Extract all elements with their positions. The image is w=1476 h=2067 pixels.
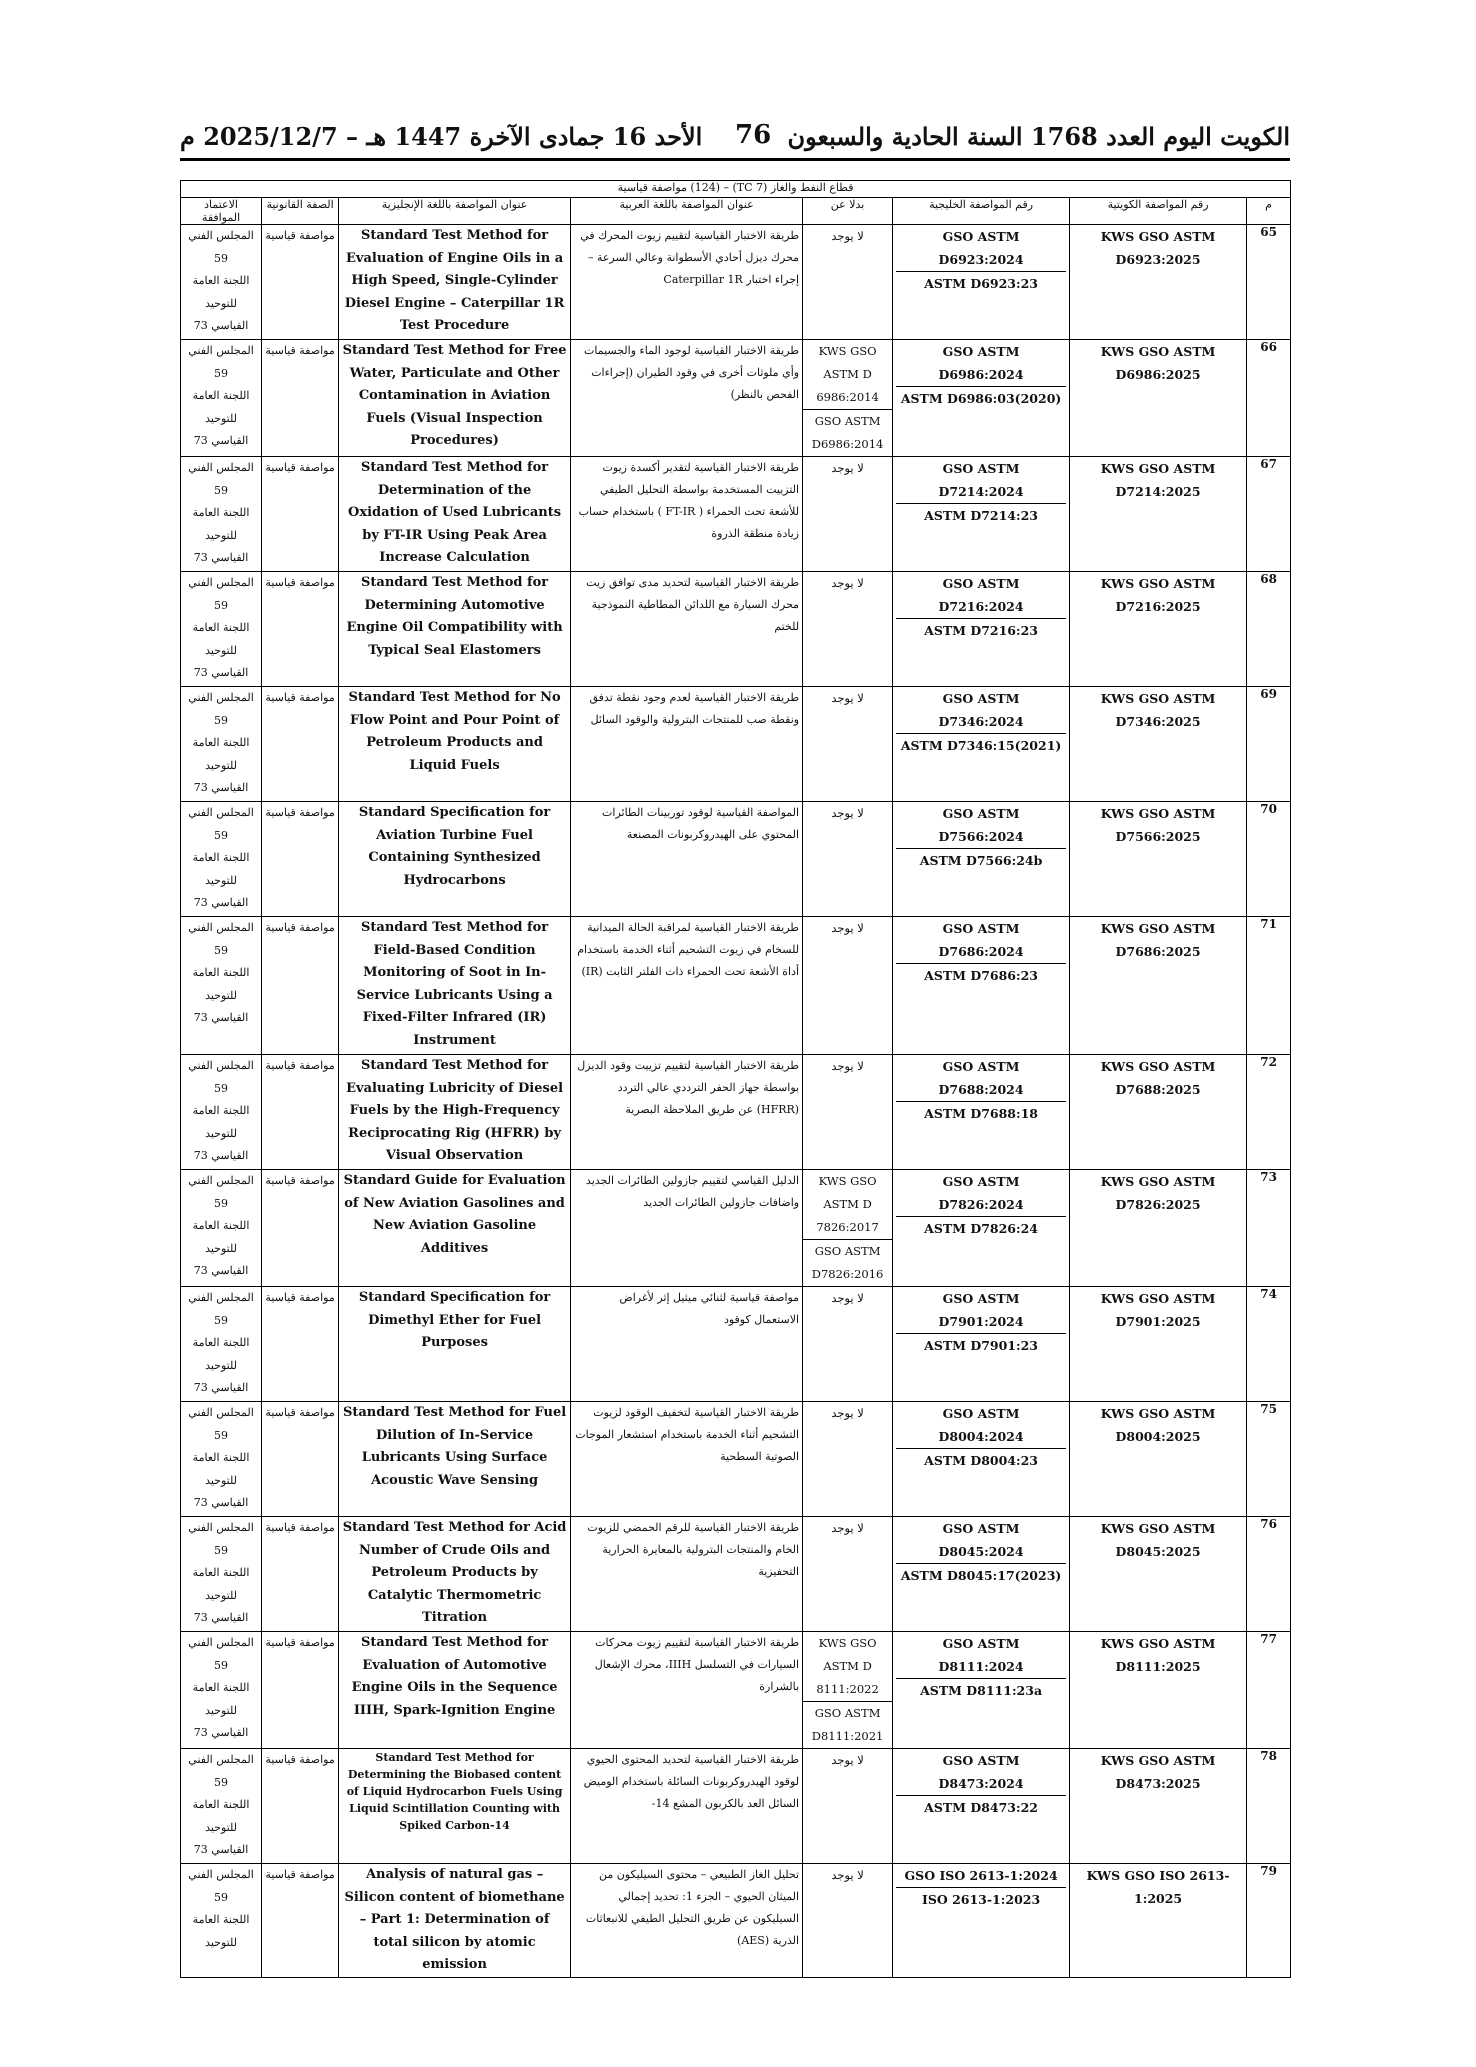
astm-number: ASTM D8111:23a (896, 1678, 1066, 1702)
approval (181, 340, 262, 457)
table-row (181, 1864, 1291, 1978)
english-title: Standard Test Method for Field-Based Condition Monitoring of Soot in In-Service Lubricants Using a Fixed-Filter Infrared (IR) Instrument (339, 917, 571, 1055)
legal-status: مواصفة قياسية (262, 1170, 339, 1287)
approval-line: المجلس الفني (188, 576, 254, 589)
approval-line: اللجنة العامة (192, 966, 250, 979)
approval-line: المجلس الفني (188, 1174, 254, 1187)
english-title: Analysis of natural gas – Silicon content of biomethane – Part 1: Determination of total silicon by atomic emission (339, 1864, 571, 1978)
gso-number: GSO ASTM D7214:2024 (938, 461, 1024, 499)
legal-status: مواصفة قياسية (262, 917, 339, 1055)
approval (181, 1055, 262, 1170)
table-row (181, 457, 1291, 572)
approval-line: للتوحيد (205, 1935, 237, 1949)
arabic-title: تحليل الغاز الطبيعي – محتوى السيليكون من الميثان الحيوي – الجزء 1: تحديد إجمالي السيليكون عن طريق التحليل الطيفي للانبعاثات الذرية (AES) (571, 1864, 803, 1978)
instead-value: لا يوجد (831, 691, 864, 705)
approval-line: 59 (214, 1543, 229, 1557)
kws-number: KWS GSO ASTM D7826:2025 (1070, 1170, 1247, 1287)
approval-line: 59 (214, 1775, 229, 1789)
gso-cell (893, 340, 1070, 457)
approval-line: المجلس الفني (188, 1059, 254, 1072)
col-kws: رقم المواصفة الكويتية (1070, 198, 1247, 225)
kws-number: KWS GSO ASTM D8004:2025 (1070, 1402, 1247, 1517)
approval (181, 917, 262, 1055)
approval-line: المجلس الفني (188, 1521, 254, 1534)
instead-gso: GSO ASTM D6986:2014 (803, 409, 892, 456)
kws-number: KWS GSO ASTM D7566:2025 (1070, 802, 1247, 917)
arabic-title: المواصفة القياسية لوقود توربينات الطائرات المحتوي على الهيدروكربونات المصنعة (571, 802, 803, 917)
row-number: 65 (1247, 225, 1291, 340)
gso-cell (893, 457, 1070, 572)
instead-value: لا يوجد (831, 461, 864, 475)
approval-line: المجلس الفني (188, 461, 254, 474)
approval-line: اللجنة العامة (192, 274, 250, 287)
approval (181, 225, 262, 340)
approval-line: اللجنة العامة (192, 1798, 250, 1811)
legal-status: مواصفة قياسية (262, 340, 339, 457)
instead-value: لا يوجد (831, 1521, 864, 1535)
approval-line: اللجنة العامة (192, 506, 250, 519)
arabic-title: طريقة الاختبار القياسية لتخفيف الوقود لزيوت التشحيم أثناء الخدمة باستخدام استشعار الموجات الصوتية السطحية (571, 1402, 803, 1517)
arabic-title: طريقة الاختبار القياسية لتقييم تزييت وقود الديزل بواسطة جهاز الحفر الترددي عالي التردد (HFRR) عن طريق الملاحظة البصرية (571, 1055, 803, 1170)
astm-number: ASTM D7901:23 (896, 1333, 1066, 1357)
approval-line: اللجنة العامة (192, 1219, 250, 1232)
gso-cell (893, 1287, 1070, 1402)
col-num: م (1247, 198, 1291, 225)
gso-cell (893, 572, 1070, 687)
kws-number: KWS GSO ASTM D6986:2025 (1070, 340, 1247, 457)
instead-value: لا يوجد (831, 1406, 864, 1420)
gso-cell (893, 1402, 1070, 1517)
approval-line: للتوحيد (205, 1820, 237, 1834)
arabic-title: الدليل القياسي لتقييم جازولين الطائرات الجديد واضافات جازولين الطائرات الجديد (571, 1170, 803, 1287)
approval-line: اللجنة العامة (192, 851, 250, 864)
approval (181, 1749, 262, 1864)
approval-line: 59 (214, 1890, 229, 1904)
table-caption: قطاع النفط والغاز (TC 7) – (124) مواصفة قياسية (181, 181, 1291, 198)
table-row (181, 1287, 1291, 1402)
table-row (181, 687, 1291, 802)
english-title: Standard Test Method for Determining the Biobased content of Liquid Hydrocarbon Fuels Using Liquid Scintillation Counting with Spiked Carbon-14 (339, 1749, 571, 1864)
astm-number: ASTM D7214:23 (896, 503, 1066, 527)
approval-line: 59 (214, 483, 229, 497)
gso-number: GSO ISO 2613-1:2024 (904, 1868, 1058, 1883)
approval-line: اللجنة العامة (192, 1451, 250, 1464)
legal-status: مواصفة قياسية (262, 1749, 339, 1864)
legal-status: مواصفة قياسية (262, 457, 339, 572)
instead-cell (803, 1402, 893, 1517)
approval-line: للتوحيد (205, 988, 237, 1002)
english-title: Standard Test Method for No Flow Point and Pour Point of Petroleum Products and Liquid Fuels (339, 687, 571, 802)
astm-number: ASTM D7216:23 (896, 618, 1066, 642)
instead-cell (803, 1864, 893, 1978)
approval-line: 59 (214, 943, 229, 957)
approval-line: 59 (214, 713, 229, 727)
table-row (181, 1632, 1291, 1749)
kws-number: KWS GSO ASTM D7214:2025 (1070, 457, 1247, 572)
instead-cell (803, 340, 893, 457)
approval-line: المجلس الفني (188, 1406, 254, 1419)
astm-number: ASTM D7826:24 (896, 1216, 1066, 1240)
arabic-title: طريقة الاختبار القياسية لتقييم زيوت محركات السيارات في التسلسل IIIH، محرك الإشعال بالشرارة (571, 1632, 803, 1749)
approval-line: القياسي 73 (193, 551, 249, 564)
instead-cell (803, 1287, 893, 1402)
gso-number: GSO ASTM D7686:2024 (938, 921, 1024, 959)
instead-cell (803, 687, 893, 802)
instead-kws: KWS GSO ASTM D 6986:2014 (816, 344, 879, 404)
approval (181, 1517, 262, 1632)
arabic-title: طريقة الاختبار القياسية لعدم وجود نقطة تدفق ونقطة صب للمنتجات البترولية والوقود السائل (571, 687, 803, 802)
gso-number: GSO ASTM D6923:2024 (938, 229, 1024, 267)
page-header (180, 120, 1290, 161)
english-title: Standard Test Method for Evaluation of Automotive Engine Oils in the Sequence IIIH, Spark-Ignition Engine (339, 1632, 571, 1749)
gso-cell (893, 917, 1070, 1055)
english-title: Standard Test Method for Acid Number of Crude Oils and Petroleum Products by Catalytic Thermometric Titration (339, 1517, 571, 1632)
gso-number: GSO ASTM D7826:2024 (938, 1174, 1024, 1212)
instead-cell (803, 572, 893, 687)
approval-line: للتوحيد (205, 296, 237, 310)
approval (181, 1632, 262, 1749)
approval-line: 59 (214, 1081, 229, 1095)
instead-kws: KWS GSO ASTM D 8111:2022 (816, 1636, 879, 1696)
approval-line: اللجنة العامة (192, 389, 250, 402)
arabic-title: طريقة الاختبار القياسية لوجود الماء والجسيمات وأي ملوثات أخرى في وقود الطيران (إجراءات الفحص بالنظر) (571, 340, 803, 457)
instead-value: لا يوجد (831, 1059, 864, 1073)
approval-line: 59 (214, 828, 229, 842)
approval-line: المجلس الفني (188, 1868, 254, 1881)
english-title: Standard Test Method for Evaluating Lubricity of Diesel Fuels by the High-Frequency Reciprocating Rig (HFRR) by Visual Observation (339, 1055, 571, 1170)
table-row (181, 802, 1291, 917)
col-gso: رقم المواصفة الخليجية (893, 198, 1070, 225)
astm-number: ASTM D7686:23 (896, 963, 1066, 987)
kws-number: KWS GSO ASTM D6923:2025 (1070, 225, 1247, 340)
gso-cell (893, 1055, 1070, 1170)
approval-line: المجلس الفني (188, 229, 254, 242)
approval-line: المجلس الفني (188, 1636, 254, 1649)
gso-cell (893, 1749, 1070, 1864)
row-number: 68 (1247, 572, 1291, 687)
approval-line: 59 (214, 1428, 229, 1442)
approval (181, 802, 262, 917)
gso-number: GSO ASTM D7566:2024 (938, 806, 1024, 844)
approval-line: اللجنة العامة (192, 736, 250, 749)
instead-cell (803, 1055, 893, 1170)
approval-line: القياسي 73 (193, 319, 249, 332)
gso-number: GSO ASTM D8004:2024 (938, 1406, 1024, 1444)
row-number: 71 (1247, 917, 1291, 1055)
approval-line: القياسي 73 (193, 1149, 249, 1162)
approval (181, 1402, 262, 1517)
english-title: Standard Test Method for Fuel Dilution of In-Service Lubricants Using Surface Acoustic Wave Sensing (339, 1402, 571, 1517)
english-title: Standard Test Method for Evaluation of Engine Oils in a High Speed, Single-Cylinder Diesel Engine – Caterpillar 1R Test Procedure (339, 225, 571, 340)
table-row (181, 917, 1291, 1055)
approval (181, 457, 262, 572)
row-number: 77 (1247, 1632, 1291, 1749)
kws-number: KWS GSO ASTM D7901:2025 (1070, 1287, 1247, 1402)
approval-line: 59 (214, 1658, 229, 1672)
approval-line: المجلس الفني (188, 1291, 254, 1304)
approval-line: اللجنة العامة (192, 1104, 250, 1117)
approval-line: للتوحيد (205, 1241, 237, 1255)
astm-number: ASTM D7566:24b (896, 848, 1066, 872)
approval-line: اللجنة العامة (192, 1681, 250, 1694)
approval-line: اللجنة العامة (192, 621, 250, 634)
approval-line: القياسي 73 (193, 434, 249, 447)
instead-cell (803, 1749, 893, 1864)
instead-value: لا يوجد (831, 576, 864, 590)
col-approval: الاعتماد الموافقة (181, 198, 262, 225)
instead-cell (803, 917, 893, 1055)
english-title: Standard Test Method for Determining Automotive Engine Oil Compatibility with Typical Seal Elastomers (339, 572, 571, 687)
instead-cell (803, 802, 893, 917)
kws-number: KWS GSO ASTM D7216:2025 (1070, 572, 1247, 687)
table-row (181, 1749, 1291, 1864)
approval-line: المجلس الفني (188, 1753, 254, 1766)
astm-number: ASTM D6986:03(2020) (896, 386, 1066, 410)
table-row (181, 1055, 1291, 1170)
approval-line: 59 (214, 1196, 229, 1210)
astm-number: ASTM D8473:22 (896, 1795, 1066, 1819)
gso-number: GSO ASTM D7901:2024 (938, 1291, 1024, 1329)
approval-line: 59 (214, 598, 229, 612)
instead-kws: KWS GSO ASTM D 7826:2017 (816, 1174, 879, 1234)
approval-line: القياسي 73 (193, 1496, 249, 1509)
legal-status: مواصفة قياسية (262, 572, 339, 687)
col-instead: بدلا عن (803, 198, 893, 225)
table-row (181, 1402, 1291, 1517)
approval (181, 572, 262, 687)
approval-line: القياسي 73 (193, 781, 249, 794)
approval (181, 1170, 262, 1287)
instead-value: لا يوجد (831, 1753, 864, 1767)
approval-line: المجلس الفني (188, 921, 254, 934)
approval-line: اللجنة العامة (192, 1336, 250, 1349)
approval-line: اللجنة العامة (192, 1566, 250, 1579)
approval (181, 1287, 262, 1402)
kws-number: KWS GSO ASTM D7346:2025 (1070, 687, 1247, 802)
approval-line: القياسي 73 (193, 666, 249, 679)
table-row (181, 340, 1291, 457)
approval-line: للتوحيد (205, 873, 237, 887)
gso-cell (893, 687, 1070, 802)
kws-number: KWS GSO ASTM D7686:2025 (1070, 917, 1247, 1055)
header-date: الأحد 16 جمادى الآخرة 1447 هـ – 2025/12/7 م (180, 122, 703, 151)
instead-cell (803, 1170, 893, 1287)
row-number: 66 (1247, 340, 1291, 457)
kws-number: KWS GSO ASTM D8473:2025 (1070, 1749, 1247, 1864)
arabic-title: طريقة الاختبار القياسية لتحديد المحتوى الحيوي لوقود الهيدروكربونات السائلة باستخدام الوميض السائل العد بالكربون المشع 14- (571, 1749, 803, 1864)
row-number: 74 (1247, 1287, 1291, 1402)
approval-line: للتوحيد (205, 1473, 237, 1487)
row-number: 78 (1247, 1749, 1291, 1864)
legal-status: مواصفة قياسية (262, 1055, 339, 1170)
instead-value: لا يوجد (831, 1868, 864, 1882)
kws-number: KWS GSO ASTM D8045:2025 (1070, 1517, 1247, 1632)
legal-status: مواصفة قياسية (262, 1632, 339, 1749)
instead-cell (803, 457, 893, 572)
header-publication: الكويت اليوم العدد 1768 السنة الحادية والسبعون (787, 122, 1290, 151)
approval-line: للتوحيد (205, 1703, 237, 1717)
instead-cell (803, 1517, 893, 1632)
gso-number: GSO ASTM D8111:2024 (938, 1636, 1024, 1674)
gso-cell (893, 1170, 1070, 1287)
arabic-title: طريقة الاختبار القياسية لمراقبة الحالة الميدانية للسخام في زيوت التشحيم أثناء الخدمة باستخدام أداة الأشعة تحت الحمراء ذات الفلتر الثابت (IR) (571, 917, 803, 1055)
table-row (181, 572, 1291, 687)
english-title: Standard Guide for Evaluation of New Aviation Gasolines and New Aviation Gasoline Additives (339, 1170, 571, 1287)
instead-cell (803, 1632, 893, 1749)
approval-line: 59 (214, 366, 229, 380)
standards-table (180, 180, 1291, 1978)
instead-cell (803, 225, 893, 340)
gso-number: GSO ASTM D7216:2024 (938, 576, 1024, 614)
approval-line: المجلس الفني (188, 806, 254, 819)
row-number: 69 (1247, 687, 1291, 802)
kws-number: KWS GSO ASTM D7688:2025 (1070, 1055, 1247, 1170)
astm-number: ASTM D8045:17(2023) (896, 1563, 1066, 1587)
approval-line: القياسي 73 (193, 1011, 249, 1024)
table-row (181, 225, 1291, 340)
col-legal: الصفة القانونية (262, 198, 339, 225)
english-title: Standard Specification for Dimethyl Ether for Fuel Purposes (339, 1287, 571, 1402)
approval-line: القياسي 73 (193, 1264, 249, 1277)
gso-number: GSO ASTM D7346:2024 (938, 691, 1024, 729)
legal-status: مواصفة قياسية (262, 225, 339, 340)
col-ar-title: عنوان المواصفة باللغة العربية (571, 198, 803, 225)
gso-number: GSO ASTM D7688:2024 (938, 1059, 1024, 1097)
instead-value: لا يوجد (831, 1291, 864, 1305)
english-title: Standard Specification for Aviation Turbine Fuel Containing Synthesized Hydrocarbons (339, 802, 571, 917)
approval-line: القياسي 73 (193, 1611, 249, 1624)
approval-line: القياسي 73 (193, 1726, 249, 1739)
row-number: 76 (1247, 1517, 1291, 1632)
gso-number: GSO ASTM D8045:2024 (938, 1521, 1024, 1559)
instead-value: لا يوجد (831, 806, 864, 820)
table-row (181, 1517, 1291, 1632)
approval-line: المجلس الفني (188, 344, 254, 357)
approval-line: 59 (214, 251, 229, 265)
row-number: 75 (1247, 1402, 1291, 1517)
approval-line: للتوحيد (205, 528, 237, 542)
approval-line: القياسي 73 (193, 1381, 249, 1394)
legal-status: مواصفة قياسية (262, 802, 339, 917)
approval-line: اللجنة العامة (192, 1913, 250, 1926)
approval (181, 1864, 262, 1978)
gso-cell (893, 225, 1070, 340)
page-number: 76 (735, 120, 772, 150)
legal-status: مواصفة قياسية (262, 687, 339, 802)
col-en-title: عنوان المواصفة باللغة الإنجليزية (339, 198, 571, 225)
gso-number: GSO ASTM D6986:2024 (938, 344, 1024, 382)
gso-cell (893, 1632, 1070, 1749)
kws-number: KWS GSO ASTM D8111:2025 (1070, 1632, 1247, 1749)
instead-gso: GSO ASTM D8111:2021 (803, 1701, 892, 1748)
approval-line: للتوحيد (205, 643, 237, 657)
approval-line: للتوحيد (205, 1126, 237, 1140)
row-number: 72 (1247, 1055, 1291, 1170)
instead-gso: GSO ASTM D7826:2016 (803, 1239, 892, 1286)
instead-value: لا يوجد (831, 229, 864, 243)
astm-number: ASTM D7688:18 (896, 1101, 1066, 1125)
arabic-title: طريقة الاختبار القياسية لتحديد مدى توافق زيت محرك السيارة مع اللدائن المطاطية النموذجية للختم (571, 572, 803, 687)
row-number: 79 (1247, 1864, 1291, 1978)
english-title: Standard Test Method for Free Water, Particulate and Other Contamination in Aviation Fuels (Visual Inspection Procedures) (339, 340, 571, 457)
approval-line: للتوحيد (205, 1588, 237, 1602)
table-row (181, 1170, 1291, 1287)
approval-line: للتوحيد (205, 758, 237, 772)
instead-value: لا يوجد (831, 921, 864, 935)
approval-line: للتوحيد (205, 1358, 237, 1372)
row-number: 70 (1247, 802, 1291, 917)
arabic-title: طريقة الاختبار القياسية للرقم الحمضي للزيوت الخام والمنتجات البترولية بالمعايرة الحرارية التحفيزية (571, 1517, 803, 1632)
legal-status: مواصفة قياسية (262, 1864, 339, 1978)
approval-line: المجلس الفني (188, 691, 254, 704)
arabic-title: طريقة الاختبار القياسية لتقييم زيوت المحرك في محرك ديزل أحادي الأسطوانة وعالي السرعة – إجراء اختبار Caterpillar 1R (571, 225, 803, 340)
approval (181, 687, 262, 802)
astm-number: ASTM D6923:23 (896, 271, 1066, 295)
gso-cell (893, 802, 1070, 917)
gso-cell (893, 1517, 1070, 1632)
row-number: 67 (1247, 457, 1291, 572)
kws-number: KWS GSO ISO 2613-1:2025 (1070, 1864, 1247, 1978)
astm-number: ASTM D7346:15(2021) (896, 733, 1066, 757)
approval-line: للتوحيد (205, 411, 237, 425)
english-title: Standard Test Method for Determination of the Oxidation of Used Lubricants by FT-IR Using Peak Area Increase Calculation (339, 457, 571, 572)
arabic-title: مواصفة قياسية لثنائي ميثيل إثر لأغراض الاستعمال كوقود (571, 1287, 803, 1402)
row-number: 73 (1247, 1170, 1291, 1287)
approval-line: القياسي 73 (193, 896, 249, 909)
legal-status: مواصفة قياسية (262, 1402, 339, 1517)
gso-number: GSO ASTM D8473:2024 (938, 1753, 1024, 1791)
arabic-title: طريقة الاختبار القياسية لتقدير أكسدة زيوت التزييت المستخدمة بواسطة التحليل الطيفي للأشعة تحت الحمراء ( FT-IR ) باستخدام حساب زيادة منطقة الذروة (571, 457, 803, 572)
approval-line: القياسي 73 (193, 1843, 249, 1856)
astm-number: ASTM D8004:23 (896, 1448, 1066, 1472)
approval-line: 59 (214, 1313, 229, 1327)
legal-status: مواصفة قياسية (262, 1287, 339, 1402)
gso-cell (893, 1864, 1070, 1978)
astm-number: ISO 2613-1:2023 (896, 1887, 1066, 1911)
legal-status: مواصفة قياسية (262, 1517, 339, 1632)
